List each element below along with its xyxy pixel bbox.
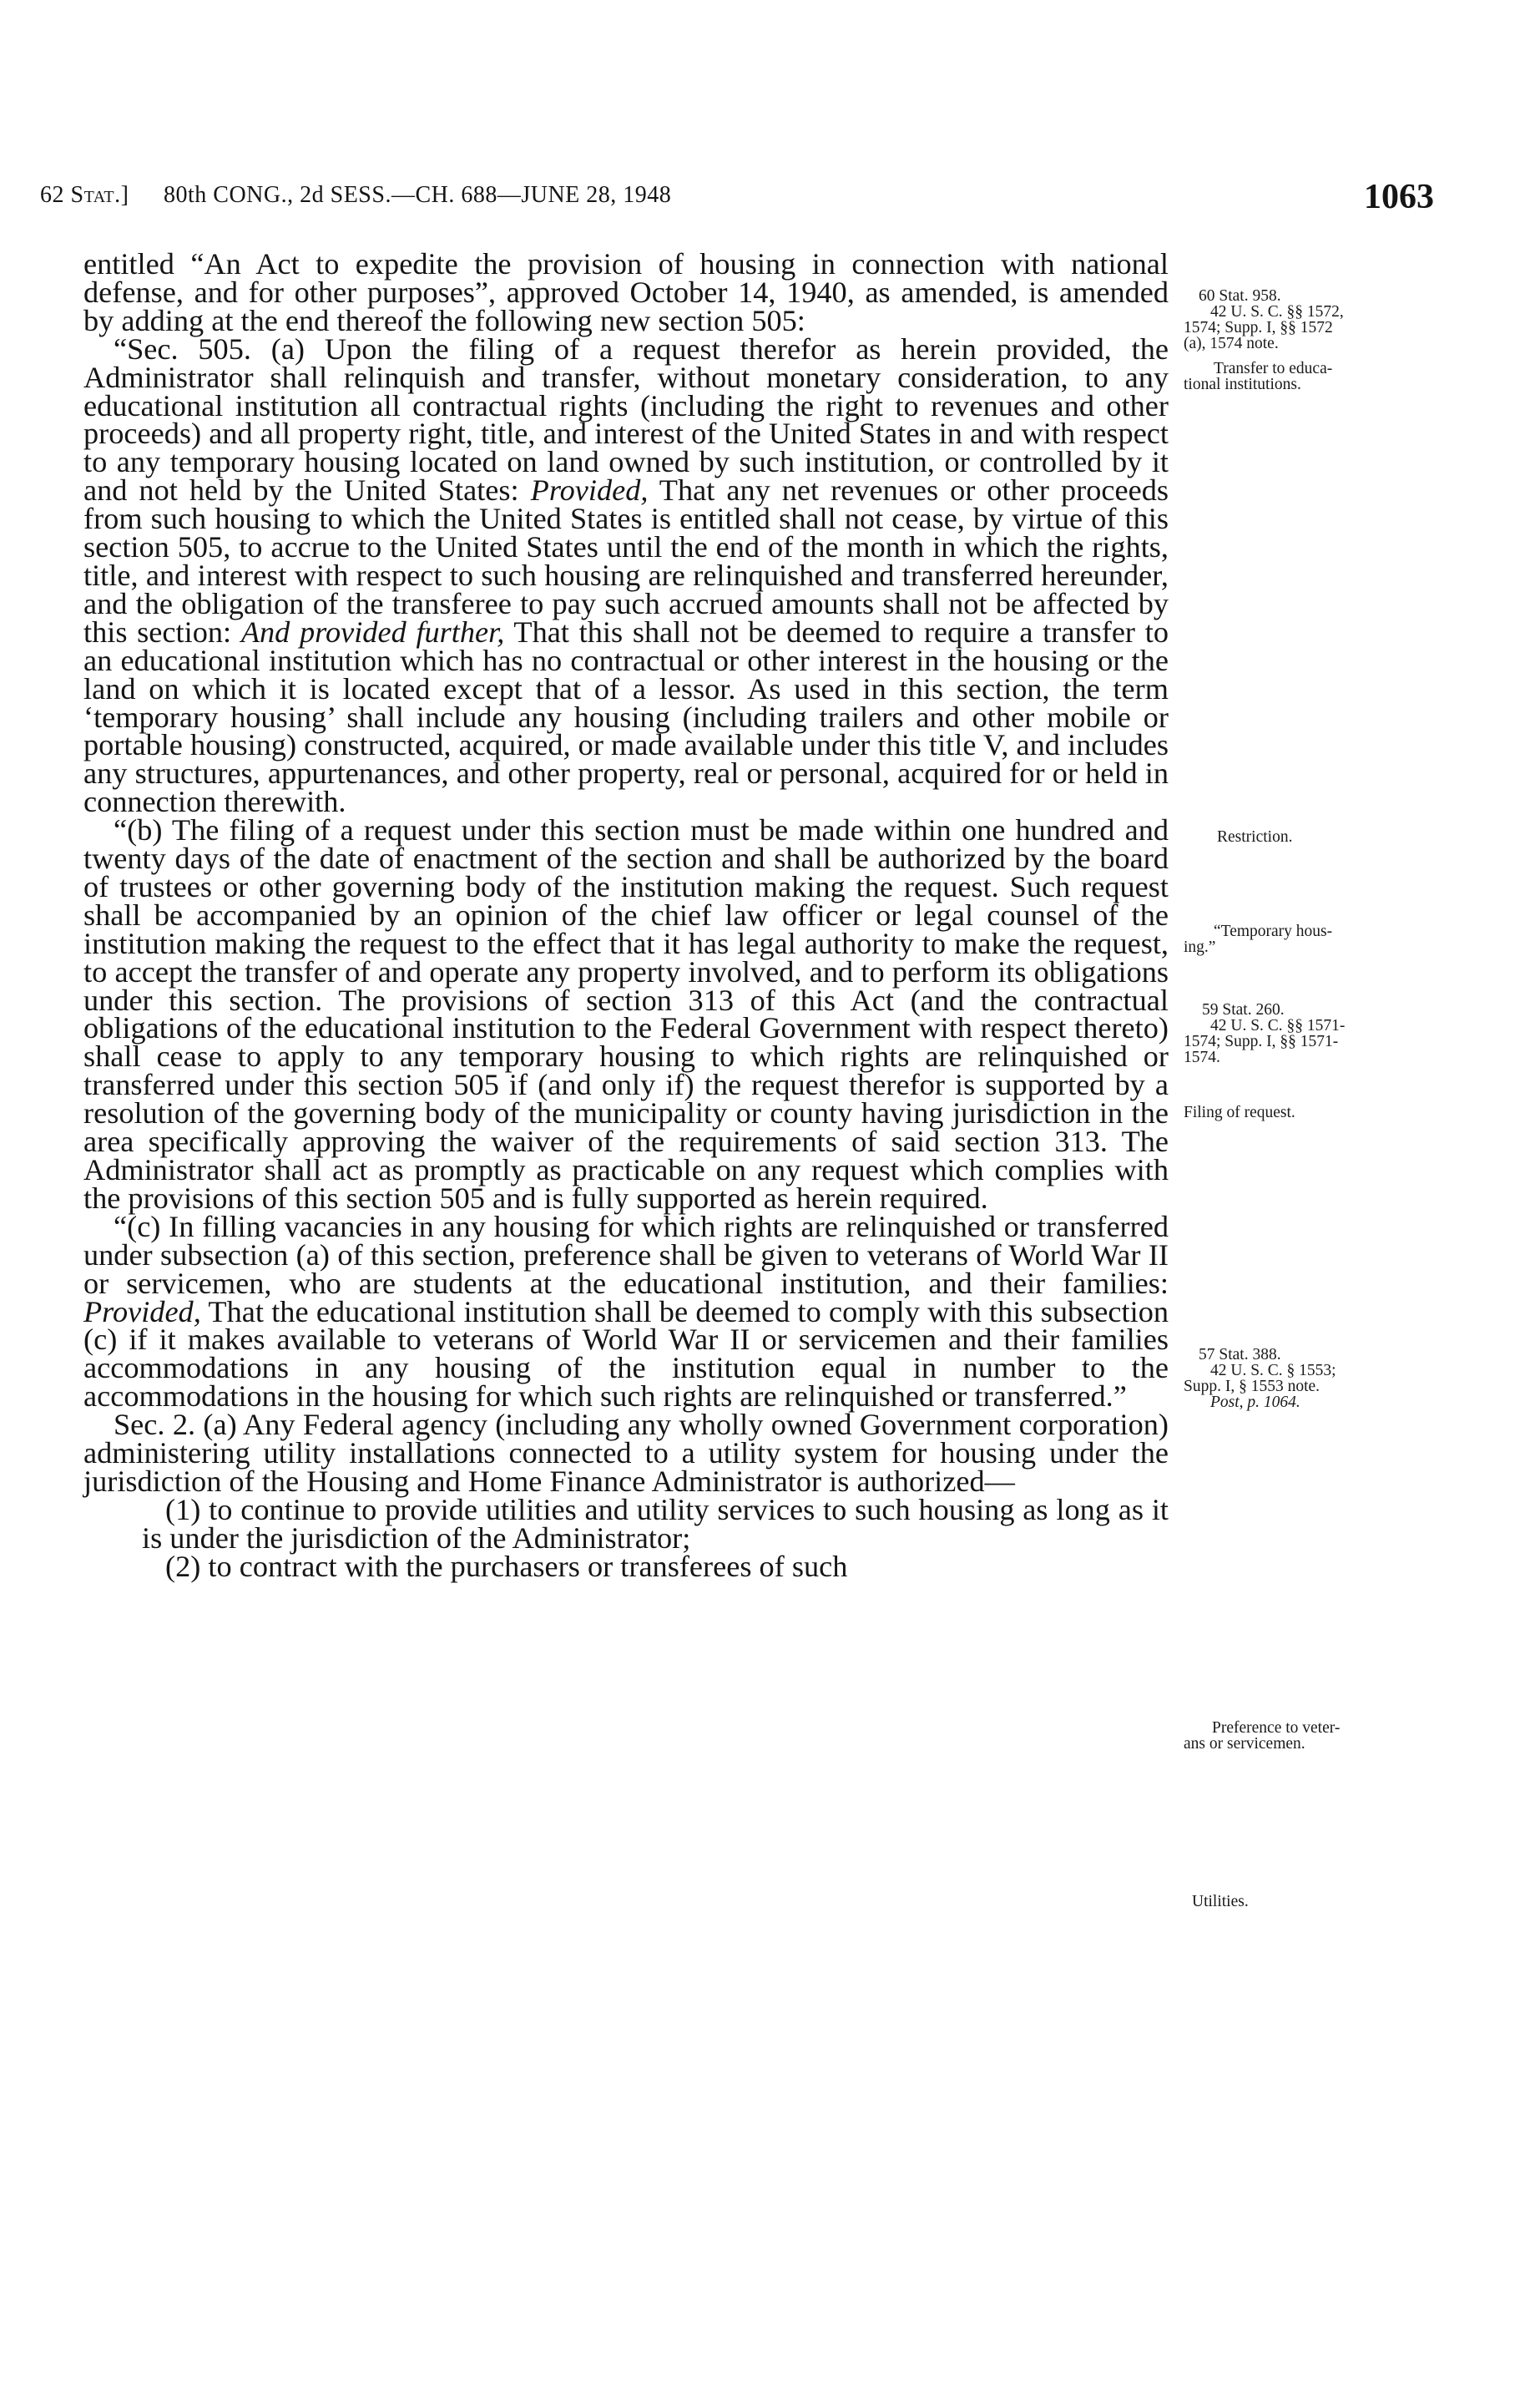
provided-clause-2: Provided, xyxy=(83,1294,201,1328)
margin-note-60-stat xyxy=(1184,288,1401,352)
margin-note-filing: Filing of request. xyxy=(1184,1104,1295,1121)
note-line: 42 U. S. C. §§ 1572, xyxy=(1210,303,1344,321)
margin-note-preference xyxy=(1184,1720,1401,1752)
header-volume: 62 Stat.] xyxy=(40,182,129,208)
margin-note-57-stat xyxy=(1184,1347,1401,1410)
note-line: Transfer to educa- xyxy=(1214,360,1333,377)
paragraph-sec-505-b: “(b) The filing of a request under this section must be made within one hundred and twenty days of the date of enactment of the section and shall be authorized by the board of trustees or other governing body of the institution making the request. Such request shall be accompanied by an opinion of the chief law officer or legal counsel of the institution making the request to the effect that it has legal authority to make the request, to accept the transfer of and operate any property involved, and to perform its obligations under this section. The provisions of section 313 of this Act (and the contractual obligations of the educational institution to the Federal Government with respect thereto) shall cease to apply to any temporary housing to which rights are relinquished or transferred under this section 505 if (and only if) the request therefor is supported by a resolution of the governing body of the municipality or county having jurisdiction in the area specifically approving the waiver of the requirements of said section 313. The Administrator shall act as promptly as practicable on any request which complies with the provisions of this section 505 and is fully supported as herein required. xyxy=(83,813,1169,1215)
note-line: Supp. I, § 1553 note. xyxy=(1184,1378,1320,1395)
note-line: 60 Stat. 958. xyxy=(1199,287,1281,305)
note-line: tional institutions. xyxy=(1184,376,1301,393)
note-line: Preference to veter- xyxy=(1212,1719,1341,1737)
and-provided-further-clause: And provided further, xyxy=(240,615,505,649)
header-session: 80th CONG., 2d SESS.—CH. 688—JUNE 28, 1948 xyxy=(164,182,672,208)
note-line: ans or servicemen. xyxy=(1184,1735,1305,1753)
sec-505-a-text: “Sec. 505. (a) Upon the filing of a request therefor as herein provided, the Administrator shall relinquish and transfer, without monetary consideration, to any educational institution all contractual rights (including the right to revenues and other proceeds) and all property right, title, and interest of the United States in and with respect to any temporary housing located on land owned by such institution, or controlled by it and not held by the United States: xyxy=(83,331,1169,508)
page-number: 1063 xyxy=(1364,178,1434,216)
sec-505-c-text-2: That the educational institution shall be deemed to comply with this subsection (c) if it makes available to veterans of World War II or servicemen and their families accommodations in any housing of the institution equal in number to the accommodations in the housing for which such rights are relinquished or transferred.” xyxy=(83,1294,1169,1414)
list-item-2: (2) to contract with the purchasers or transferees of such xyxy=(165,1549,848,1583)
note-line: (a), 1574 note. xyxy=(1184,335,1279,352)
note-line: 42 U. S. C. § 1553; xyxy=(1210,1362,1336,1379)
margin-note-transfer xyxy=(1184,361,1401,392)
note-line: “Temporary hous- xyxy=(1214,923,1333,940)
main-text xyxy=(83,247,1169,1583)
note-line: ing.” xyxy=(1184,938,1216,956)
note-line: 42 U. S. C. §§ 1571- xyxy=(1210,1017,1346,1035)
margin-note-restriction: Restriction. xyxy=(1217,828,1293,846)
paragraph-sec-2-a: Sec. 2. (a) Any Federal agency (including any wholly owned Government corporation) administering utility installations connected to a utility system for housing under the jurisdiction of the Housing and Home Finance Administrator is authorized— xyxy=(83,1408,1169,1498)
note-line: 57 Stat. 388. xyxy=(1199,1346,1281,1363)
note-line: 1574; Supp. I, §§ 1571- xyxy=(1184,1033,1339,1050)
list-item-1: (1) to continue to provide utilities and utility services to such housing as long as it is under the jurisdiction of the Administrator; xyxy=(142,1492,1169,1555)
sec-505-a-text-3: That this shall not be deemed to require a transfer to an educational institution which has no contractual or other interest in the housing or the land on which it is located except that of a lessor. As used in this section, the term ‘temporary housing’ shall include any housing (including trailers and other mobile or portable housing) constructed, acquired, or made available under this title V, and includes any structures, appurtenances, and other property, real or personal, acquired for or held in connection therewith. xyxy=(83,615,1169,819)
paragraph-intro: entitled “An Act to expedite the provision of housing in connection with national defense, and for other purposes”, approved October 14, 1940, as amended, is amended by adding at the end thereof the following new section 505: xyxy=(83,247,1169,337)
margin-note-utilities: Utilities. xyxy=(1192,1893,1249,1910)
sec-505-c-text: “(c) In filling vacancies in any housing for which rights are relinquished or transferred under subsection (a) of this section, preference shall be given to veterans of World War II or servicemen, who are students at the educational institution, and their families: xyxy=(83,1209,1169,1300)
note-line: 1574; Supp. I, §§ 1572 xyxy=(1184,319,1333,336)
margin-note-59-stat xyxy=(1184,1002,1401,1065)
paragraph-sec-505-a xyxy=(83,331,1169,819)
sec-505-a-text-2: That any net revenues or other proceeds from such housing to which the United States is entitled shall not cease, by virtue of this section 505, to accrue to the United States until the end of the month in which the rights, title, and interest with respect to such housing are relinquished and transferred hereunder, and the obligation of the transferee to pay such accrued amounts shall not be affected by this section: xyxy=(83,473,1169,649)
paragraph-sec-505-c xyxy=(83,1209,1169,1414)
provided-clause: Provided, xyxy=(530,473,649,508)
margin-note-temporary-housing xyxy=(1184,923,1401,955)
page-header xyxy=(40,178,1434,225)
note-line: Post, p. 1064. xyxy=(1210,1394,1300,1411)
note-line: 1574. xyxy=(1184,1049,1220,1066)
note-line: 59 Stat. 260. xyxy=(1202,1001,1285,1019)
